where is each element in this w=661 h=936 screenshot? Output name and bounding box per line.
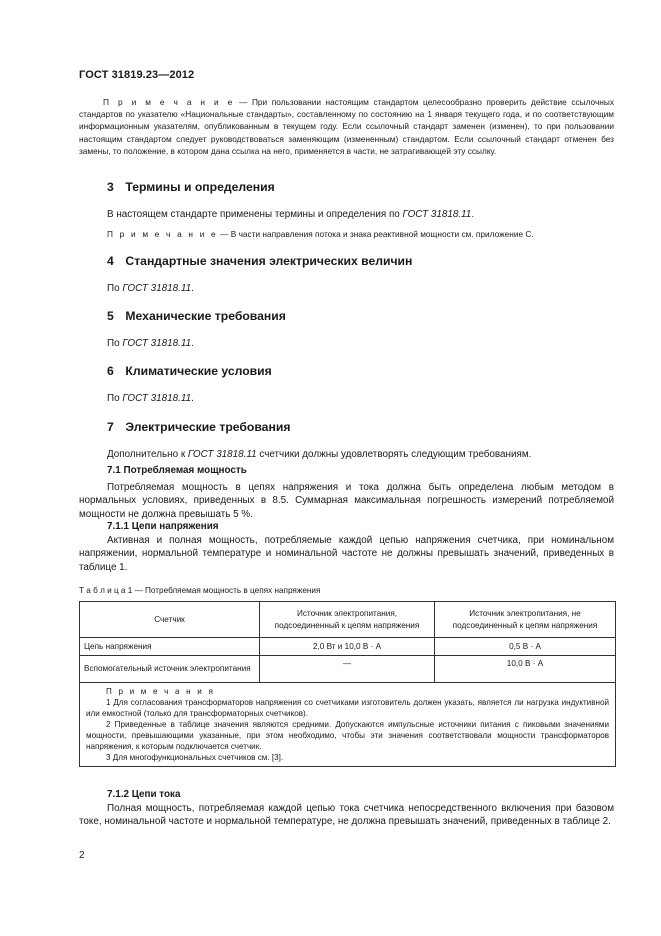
section-6-heading: 6 Климатические условия xyxy=(107,364,272,378)
table-cell: 2,0 Вт и 10,0 В · А xyxy=(260,638,435,656)
section-7-heading: 7 Электрические требования xyxy=(107,420,291,434)
subsection-7-1-1-text: Активная и полная мощность, потребляемые каждой цепью напряжения счетчика, при номинальном напряжении, нормальной температуре и номинальной частоте не должны превышать значений, приведенных в таблице 1. xyxy=(79,535,614,573)
table-cell: — xyxy=(260,656,435,683)
section-7-intro: Дополнительно к ГОСТ 31818.11 счетчики должны удовлетворять следующим требованиям. xyxy=(107,449,532,460)
section-4-heading: 4 Стандартные значения электрических величин xyxy=(107,254,413,268)
section-6-text: По ГОСТ 31818.11. xyxy=(107,393,194,404)
document-header: ГОСТ 31819.23—2012 xyxy=(79,69,195,81)
subsection-7-1-text: Потребляемая мощность в цепях напряжения и тока должна быть определена любым методом в нормальных условиях, приведенных в 8.5. Суммарная максимальная погрешность измерений потребляемой мощности не должна превышать 5 %. xyxy=(79,482,614,520)
section-5-text: По ГОСТ 31818.11. xyxy=(107,338,194,349)
note-text: — При пользовании настоящим стандартом целесообразно проверить действие ссылочных стандартов по указателю «Национальные стандарты», составленному по состоянию на 1 января текущего года, и по соответствующим информационным указателям, опубликованным в текущем году. Если ссылочный стандарт заменен (изменен), то при пользовании настоящим стандартом следует руководствоваться заменяющим (измененным) стандартом. Если ссылочный стандарт отменен без замены, то положение, в котором дана ссылка на него, применяется в части, не затрагивающей эту ссылку. xyxy=(79,97,614,156)
subsection-7-1-heading: 7.1 Потребляемая мощность xyxy=(107,465,247,476)
page-number: 2 xyxy=(79,850,85,861)
table-cell: Вспомогательный источник электропитания xyxy=(80,656,260,683)
table-cell: 10,0 В · А xyxy=(435,656,616,683)
table-header-cell: Счетчик xyxy=(80,602,260,638)
subsection-7-1-1-heading: 7.1.1 Цепи напряжения xyxy=(107,521,219,532)
section-3-text: В настоящем стандарте применены термины и определения по ГОСТ 31818.11. xyxy=(107,209,475,220)
table-notes xyxy=(80,683,616,767)
table-row xyxy=(80,638,616,656)
table-1 xyxy=(79,601,616,767)
section-5-heading: 5 Механические требования xyxy=(107,309,286,323)
table-header-cell: Источник электропитания, не подсоединенный к цепям напряжения xyxy=(435,602,616,638)
section-3-note: П р и м е ч а н и е — В части направления потока и знака реактивной мощности см. приложение С. xyxy=(107,229,534,239)
table-row xyxy=(80,656,616,683)
table-note: 1 Для согласования трансформаторов напряжения со счетчиками изготовитель должен указать, является ли нагрузка индуктивной или емкостной (только для трансформаторных счетчиков). xyxy=(86,698,609,718)
table-note: 2 Приведенные в таблице значения являются средними. Допускаются импульсные источники питания с пиковыми значениями мощности, превышающими указанные, при этом необходимо, чтобы эти значения соответствовали мощности трансформаторов напряжения, к которым подключается счетчик. xyxy=(86,720,609,751)
note-label: П р и м е ч а н и е xyxy=(103,97,235,107)
subsection-7-1-2-heading: 7.1.2 Цепи тока xyxy=(107,789,181,800)
table-1-caption: Т а б л и ц а 1 — Потребляемая мощность в цепях напряжения xyxy=(79,586,321,595)
subsection-7-1-2-text: Полная мощность, потребляемая каждой цепью тока счетчика непосредственного включения при базовом токе, номинальной частоте и нормальной температуре, не должна превышать значений, приведенных в таблице 2. xyxy=(79,803,614,828)
table-note: 3 Для многофункциональных счетчиков см. [3]. xyxy=(106,753,284,762)
intro-note xyxy=(79,96,614,157)
table-cell: 0,5 В · А xyxy=(435,638,616,656)
table-notes-label: П р и м е ч а н и я xyxy=(106,687,216,696)
table-header-cell: Источник электропитания, подсоединенный к цепям напряжения xyxy=(260,602,435,638)
section-3-heading: 3 Термины и определения xyxy=(107,180,275,194)
section-4-text: По ГОСТ 31818.11. xyxy=(107,283,194,294)
table-cell: Цепь напряжения xyxy=(80,638,260,656)
table-header-row xyxy=(80,602,616,638)
table-notes-row xyxy=(80,683,616,767)
